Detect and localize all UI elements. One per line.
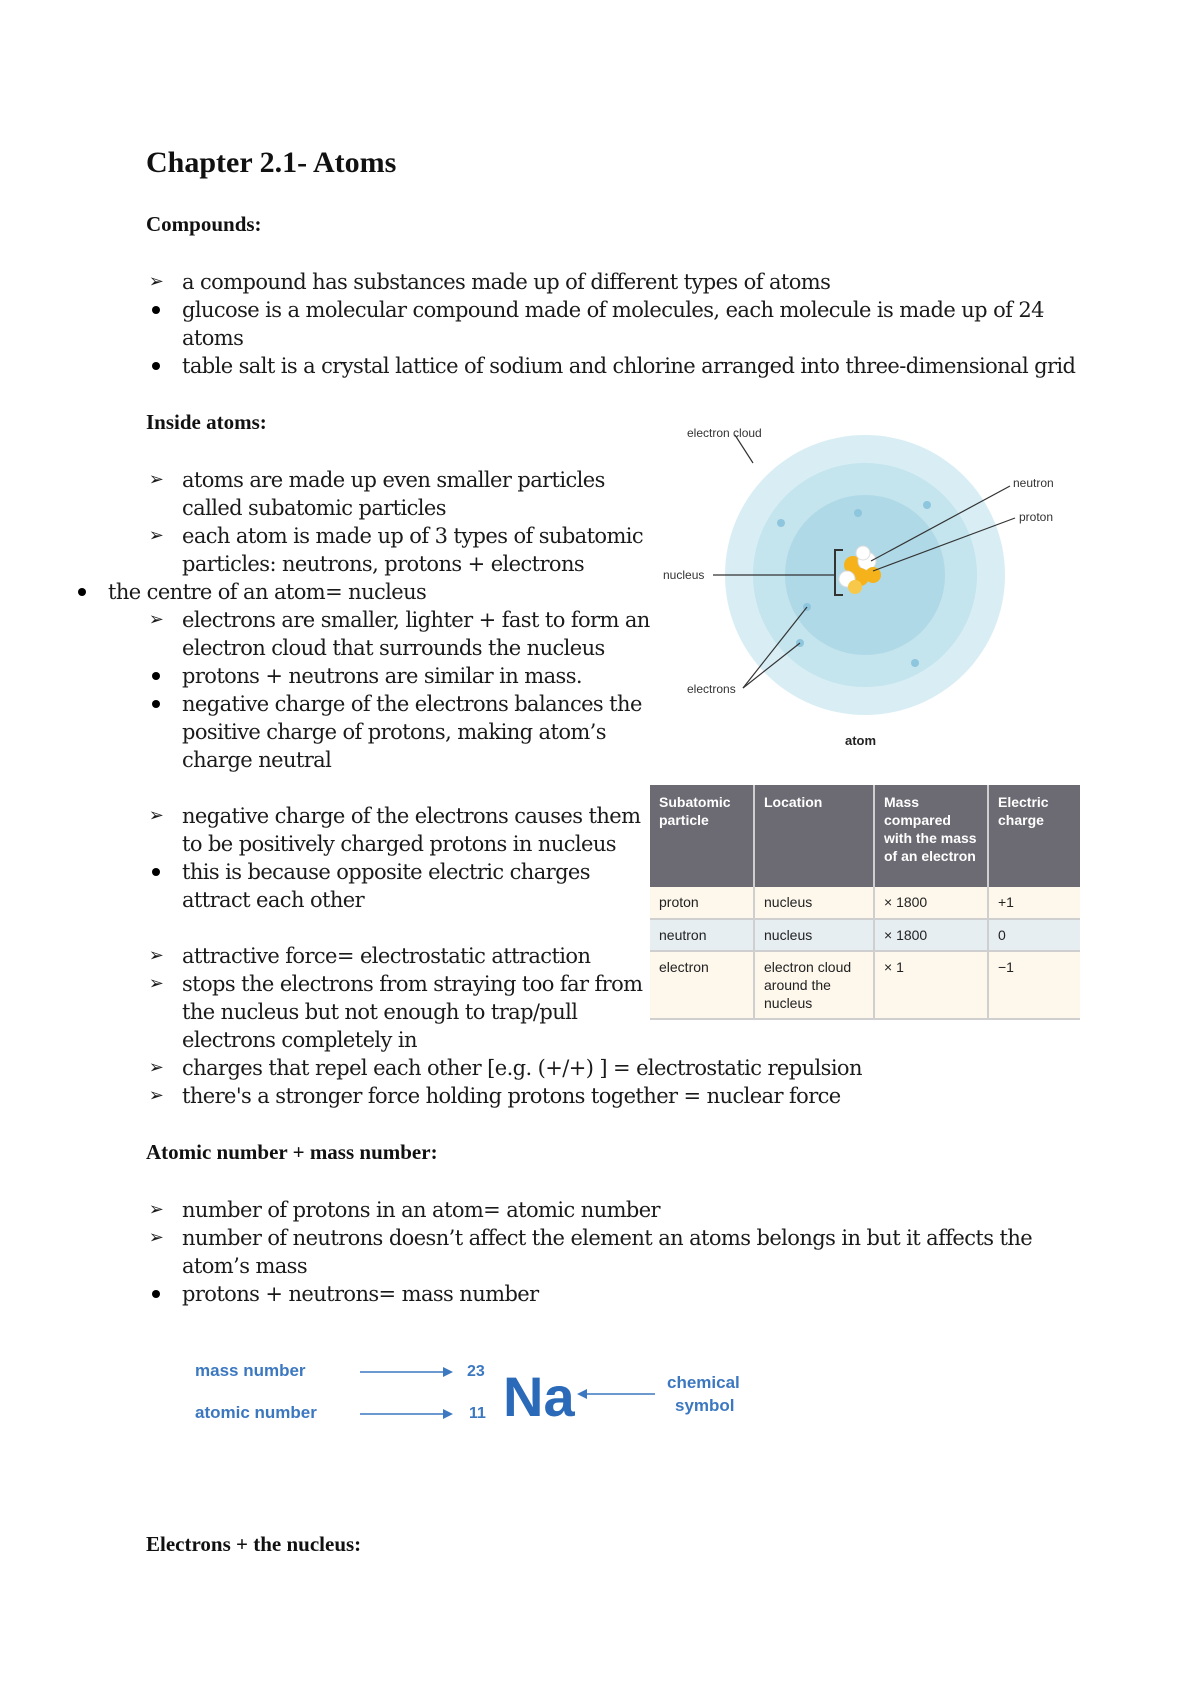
table-cell: neutron (650, 919, 754, 951)
bullet-icon (146, 296, 166, 314)
list-item-text: attractive force= electrostatic attraction (182, 944, 591, 968)
table-row (650, 919, 1080, 951)
arrow-bullet-icon: ➢ (148, 469, 164, 490)
list-item-text: positive charge of protons, making atom’s (182, 720, 606, 744)
section-heading-inside-atoms: Inside atoms: (146, 410, 267, 434)
list-item-text: protons + neutrons= mass number (182, 1282, 539, 1306)
list-item-text: number of protons in an atom= atomic number (182, 1198, 660, 1222)
section-heading-electrons-nucleus: Electrons + the nucleus: (146, 1532, 362, 1556)
table-cell: × 1 (874, 951, 988, 1019)
chemical-symbol: Na (503, 1365, 575, 1428)
list-item-text: charge neutral (182, 748, 332, 772)
list-item-text: electrons completely in (182, 1028, 417, 1052)
list-item-text: there's a stronger force holding protons together = nuclear force (182, 1084, 841, 1108)
table-cell: proton (650, 887, 754, 919)
list-item-text: this is because opposite electric charges (182, 860, 590, 884)
electrons-label: electrons (687, 682, 736, 696)
bullet-icon (146, 858, 166, 876)
list-item-text: a compound has substances made up of different types of atoms (182, 270, 831, 294)
symbol-label: symbol (675, 1396, 735, 1415)
list-item-text: atom’s mass (182, 1254, 308, 1278)
atomic-number-label: atomic number (195, 1403, 317, 1422)
list-item-text: atoms (182, 326, 244, 350)
table-header: Location (754, 785, 874, 887)
electron-dot (923, 501, 931, 509)
list-item-text: each atom is made up of 3 types of subatomic (182, 524, 644, 548)
list-item-text: table salt is a crystal lattice of sodium and chlorine arranged into three-dimensional grid (182, 354, 1076, 378)
table-header: Electric charge (988, 785, 1080, 887)
table-cell: electron (650, 951, 754, 1019)
arrow-bullet-icon: ➢ (148, 945, 164, 966)
arrow-bullet-icon: ➢ (148, 271, 164, 292)
table-cell: 0 (988, 919, 1080, 951)
list-item-text: electron cloud that surrounds the nucleus (182, 636, 605, 660)
list-item-text: electrons are smaller, lighter + fast to form an (182, 608, 650, 632)
list-item-text: the centre of an atom= nucleus (108, 580, 427, 604)
list-item-text: particles: neutrons, protons + electrons (182, 552, 585, 576)
arrow-bullet-icon: ➢ (148, 1057, 164, 1078)
table-row (650, 951, 1080, 1019)
subatomic-particle-table (650, 785, 1080, 1020)
proton-label: proton (1019, 510, 1054, 524)
list-item-text: protons + neutrons are similar in mass. (182, 664, 582, 688)
list-item-text: attract each other (182, 888, 365, 912)
list-item-text: stops the electrons from straying too far from (182, 972, 643, 996)
arrow-head-icon (443, 1409, 453, 1419)
arrow-bullet-icon: ➢ (148, 1085, 164, 1106)
mass-number-value: 23 (467, 1363, 485, 1380)
table-header: Mass compared with the mass of an electron (874, 785, 988, 887)
atom-caption: atom (845, 733, 877, 748)
table-row (650, 887, 1080, 919)
list-item-text: glucose is a molecular compound made of molecules, each molecule is made up of 24 (182, 298, 1044, 322)
bullet-icon (146, 662, 166, 680)
table-cell: nucleus (754, 887, 874, 919)
bullet-icon (146, 1280, 166, 1298)
table-header: Subatomic particle (650, 785, 754, 887)
arrow-head-icon (577, 1389, 587, 1399)
mass-number-label: mass number (195, 1361, 306, 1380)
list-item-text: called subatomic particles (182, 496, 446, 520)
list-item-text: charges that repel each other [e.g. (+/+) ] = electrostatic repulsion (182, 1056, 862, 1080)
arrow-bullet-icon: ➢ (148, 525, 164, 546)
page-title: Chapter 2.1- Atoms (146, 146, 397, 179)
table-header-row (650, 785, 1080, 887)
bullet-icon (146, 352, 166, 370)
bullet-icon (146, 690, 166, 708)
atomic-number-value: 11 (469, 1405, 486, 1422)
electron-dot (777, 519, 785, 527)
arrow-bullet-icon: ➢ (148, 1227, 164, 1248)
table-cell: −1 (988, 951, 1080, 1019)
table-cell: × 1800 (874, 887, 988, 919)
electron-dot (854, 509, 862, 517)
list-item-text: to be positively charged protons in nucleus (182, 832, 616, 856)
arrow-bullet-icon: ➢ (148, 805, 164, 826)
arrow-bullet-icon: ➢ (148, 973, 164, 994)
electron-cloud-label: electron cloud (687, 426, 762, 440)
list-item-text: the nucleus but not enough to trap/pull (182, 1000, 578, 1024)
list-item-text: negative charge of the electrons balances the (182, 692, 642, 716)
nucleus-label: nucleus (663, 568, 705, 582)
arrow-bullet-icon: ➢ (148, 609, 164, 630)
na-notation-figure (185, 1350, 765, 1430)
section-heading-compounds: Compounds: (146, 212, 262, 236)
atom-diagram (655, 415, 1075, 760)
bullet-icon (72, 578, 92, 596)
chemical-label: chemical (667, 1373, 740, 1392)
table-cell: nucleus (754, 919, 874, 951)
neutron-label: neutron (1013, 476, 1054, 490)
table-cell: +1 (988, 887, 1080, 919)
arrow-bullet-icon: ➢ (148, 1199, 164, 1220)
section-heading-atomic-number: Atomic number + mass number: (146, 1140, 438, 1164)
electron-dot (911, 659, 919, 667)
list-item-text: number of neutrons doesn’t affect the element an atoms belongs in but it affects the (182, 1226, 1033, 1250)
arrow-head-icon (443, 1367, 453, 1377)
table-cell: electron cloud around the nucleus (754, 951, 874, 1019)
table-cell: × 1800 (874, 919, 988, 951)
list-item-text: negative charge of the electrons causes them (182, 804, 641, 828)
list-item-text: atoms are made up even smaller particles (182, 468, 605, 492)
